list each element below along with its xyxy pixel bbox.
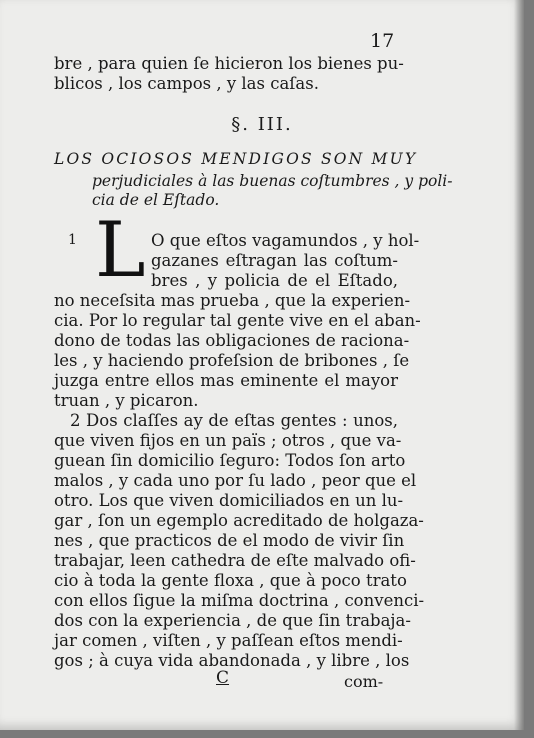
text-line: gos ; à cuya vida abandonada , y libre , los: [54, 651, 410, 670]
text-line: bres , y policia de el Eſtado,: [151, 271, 398, 290]
text-line: bre , para quien ſe hicieron los bienes pu-: [54, 54, 404, 73]
text-line: blicos , los campos , y las caſas.: [54, 74, 319, 93]
text-line: truan , y picaron.: [54, 391, 199, 410]
text-line: guean ſin domicilio ſeguro: Todos ſon arto: [54, 451, 406, 470]
page-number: 17: [370, 30, 395, 52]
text-line: con ellos ſigue la miſma doctrina , convenci-: [54, 591, 425, 610]
text-line: malos , y cada uno por ſu lado , peor que el: [54, 471, 417, 490]
signature-mark: C: [216, 668, 230, 688]
text-line: que viven fijos en un païs ; otros , que va-: [54, 431, 402, 450]
text-line: cio à toda la gente floxa , que à poco trato: [54, 571, 407, 590]
text-line: les , y haciendo profeſsion de bribones , ſe: [54, 351, 410, 370]
text-line: juzga entre ellos mas eminente el mayor: [54, 371, 398, 390]
section-mark: §. III.: [231, 114, 293, 135]
text-line: cia. Por lo regular tal gente vive en el aban-: [54, 311, 421, 330]
text-line: otro. Los que viven domiciliados en un lu-: [54, 491, 404, 510]
text-line: O que eſtos vagamundos , y hol-: [151, 231, 420, 250]
drop-cap: L: [95, 205, 146, 294]
text-line: 2 Dos claſſes ay de eſtas gentes : unos,: [70, 411, 398, 430]
text-line: jar comen , viſten , y paſſean eſtos mendi-: [54, 631, 403, 650]
text-line: nes , que practicos de el modo de vivir ſin: [54, 531, 405, 550]
text-line: dos con la experiencia , de que ſin trabaja-: [54, 611, 411, 630]
section-heading-caps: LOS OCIOSOS MENDIGOS SON MUY: [54, 150, 418, 168]
text-line: dono de todas las obligaciones de raciona-: [54, 331, 410, 350]
section-heading-line: perjudiciales à las buenas coſtumbres , y poli-: [92, 172, 453, 190]
catchword: com-: [344, 672, 384, 691]
text-line: gar , ſon un egemplo acreditado de holgaza-: [54, 511, 424, 530]
text-line: trabajar, leen cathedra de eſte malvado ofi-: [54, 551, 416, 570]
section-heading-line: cia de el Eſtado.: [92, 191, 220, 209]
text-line: gazanes eſtragan las coſtum-: [151, 251, 398, 270]
text-line: no neceſsita mas prueba , que la experien-: [54, 291, 411, 310]
paragraph-number: 1: [68, 232, 77, 248]
